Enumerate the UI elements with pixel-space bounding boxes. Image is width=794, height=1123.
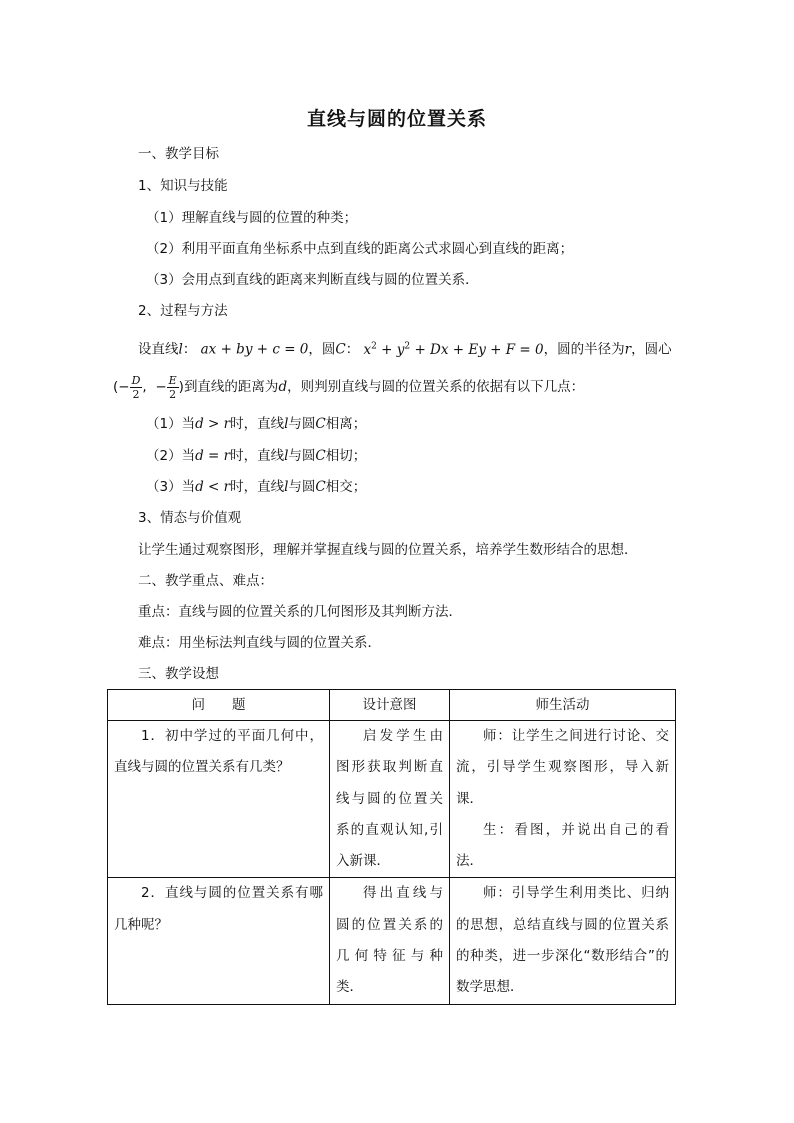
fraction-D-over-2 [130,374,143,401]
case-condition: d > r [195,416,231,432]
case-text: （3）当 [146,479,196,495]
subheading-values: 3、情态与价值观 [138,510,242,526]
case-text: 与圆 [288,448,316,464]
case-relation: 相切； [325,448,367,464]
case-text: （1）当 [146,416,196,432]
paragraph-line-1 [138,336,672,360]
para-text: ： [182,341,197,358]
math-var-C: C [335,341,346,358]
case-text: 与圆 [288,416,316,432]
column-header: 设计意图 [330,690,450,721]
subheading-knowledge-skills: 1、知识与技能 [138,178,228,194]
case-text: 时，直线 [230,479,285,495]
math-var-l: l [284,479,289,495]
case-relation: 相离； [325,416,367,432]
values-text: 让学生通过观察图形，理解并掌握直线与圆的位置关系，培养学生数形结合的思想． [138,542,638,558]
activity-cell [450,878,676,1004]
comma: , [142,379,147,395]
paragraph-line-2 [113,372,584,402]
denominator: 2 [132,387,140,401]
math-var-r: r [624,341,632,358]
circle-equation [364,342,544,358]
eq-part: + Dx + Ey + F = 0 [410,341,544,358]
case-item [146,414,366,434]
difficulty-text: 难点：用坐标法判直线与圆的位置关系． [138,635,381,651]
column-header: 问 题 [108,690,330,721]
fraction-E-over-2 [167,374,179,401]
paren-close: ) [178,379,184,395]
numerator: D [131,373,141,387]
section-heading-design: 三、教学设想 [138,666,219,682]
math-var-l: l [284,448,289,464]
line-equation: ax + by + c = 0 [200,341,309,358]
para-text: ，圆心 [631,341,672,358]
section-heading-key-points: 二、教学重点、难点： [138,573,273,589]
para-text: ，则判别直线与圆的位置关系的依据有以下几点： [287,379,585,395]
case-condition: d = r [195,448,231,464]
para-text: ，圆的半径为 [543,341,625,358]
para-text: ： [345,341,360,358]
objective-item: （1）理解直线与圆的位置的种类； [146,210,358,226]
student-activity: 生：看图，并说出自己的看法． [456,821,669,870]
table-header-row [108,690,676,721]
table-row [108,878,676,1004]
case-text: 与圆 [288,479,316,495]
superscript: 2 [371,341,377,351]
key-point-text: 重点：直线与圆的位置关系的几何图形及其判断方法． [138,604,462,620]
minus-sign: − [118,379,130,395]
case-text: 时，直线 [230,416,285,432]
objective-item: （3）会用点到直线的距离来判断直线与圆的位置关系． [146,272,479,288]
para-text: 设直线 [138,341,179,358]
column-header: 师生活动 [450,690,676,721]
numerator: E [168,373,177,387]
math-var-d: d [278,379,288,395]
case-item [146,446,366,466]
case-relation: 相交； [325,479,367,495]
objective-item: （2）利用平面直角坐标系中点到直线的距离公式求圆心到直线的距离； [146,241,574,257]
denominator: 2 [169,387,177,401]
para-text: 到直线的距离为 [183,379,279,395]
case-condition: d < r [195,479,231,495]
intent-cell: 得出直线与圆的位置关系的几何特征与种类． [330,878,450,1004]
eq-part: + y [376,341,405,358]
section-heading-objectives: 一、教学目标 [138,146,219,162]
teacher-activity: 师：引导学生利用类比、归纳的思想，总结直线与圆的位置关系的种类，进一步深化“数形结合”的数学思想． [456,885,669,996]
table-row [108,721,676,878]
document-title: 直线与圆的位置关系 [306,108,487,130]
minus-sign: − [155,379,167,395]
math-var-l: l [178,341,183,358]
case-text: 时，直线 [230,448,285,464]
subheading-process-method: 2、过程与方法 [138,303,228,319]
activity-cell [450,721,676,878]
teacher-activity: 师：让学生之间进行讨论、交流，引导学生观察图形，导入新课． [456,728,669,807]
case-text: （2）当 [146,448,196,464]
math-var-C: C [315,448,326,464]
teaching-design-table [107,689,676,1005]
math-var-l: l [284,416,289,432]
case-item [146,477,366,497]
math-var-C: C [315,416,326,432]
intent-cell: 启发学生由图形获取判断直线与圆的位置关系的直观认知,引入新课． [330,721,450,878]
para-text: ，圆 [308,341,336,358]
paren-open: ( [113,379,119,395]
eq-part: x [363,341,372,358]
question-cell: 1．初中学过的平面几何中，直线与圆的位置关系有几类？ [108,721,330,878]
math-var-C: C [315,479,326,495]
superscript: 2 [404,341,411,351]
question-cell: 2．直线与圆的位置关系有哪几种呢？ [108,878,330,1004]
